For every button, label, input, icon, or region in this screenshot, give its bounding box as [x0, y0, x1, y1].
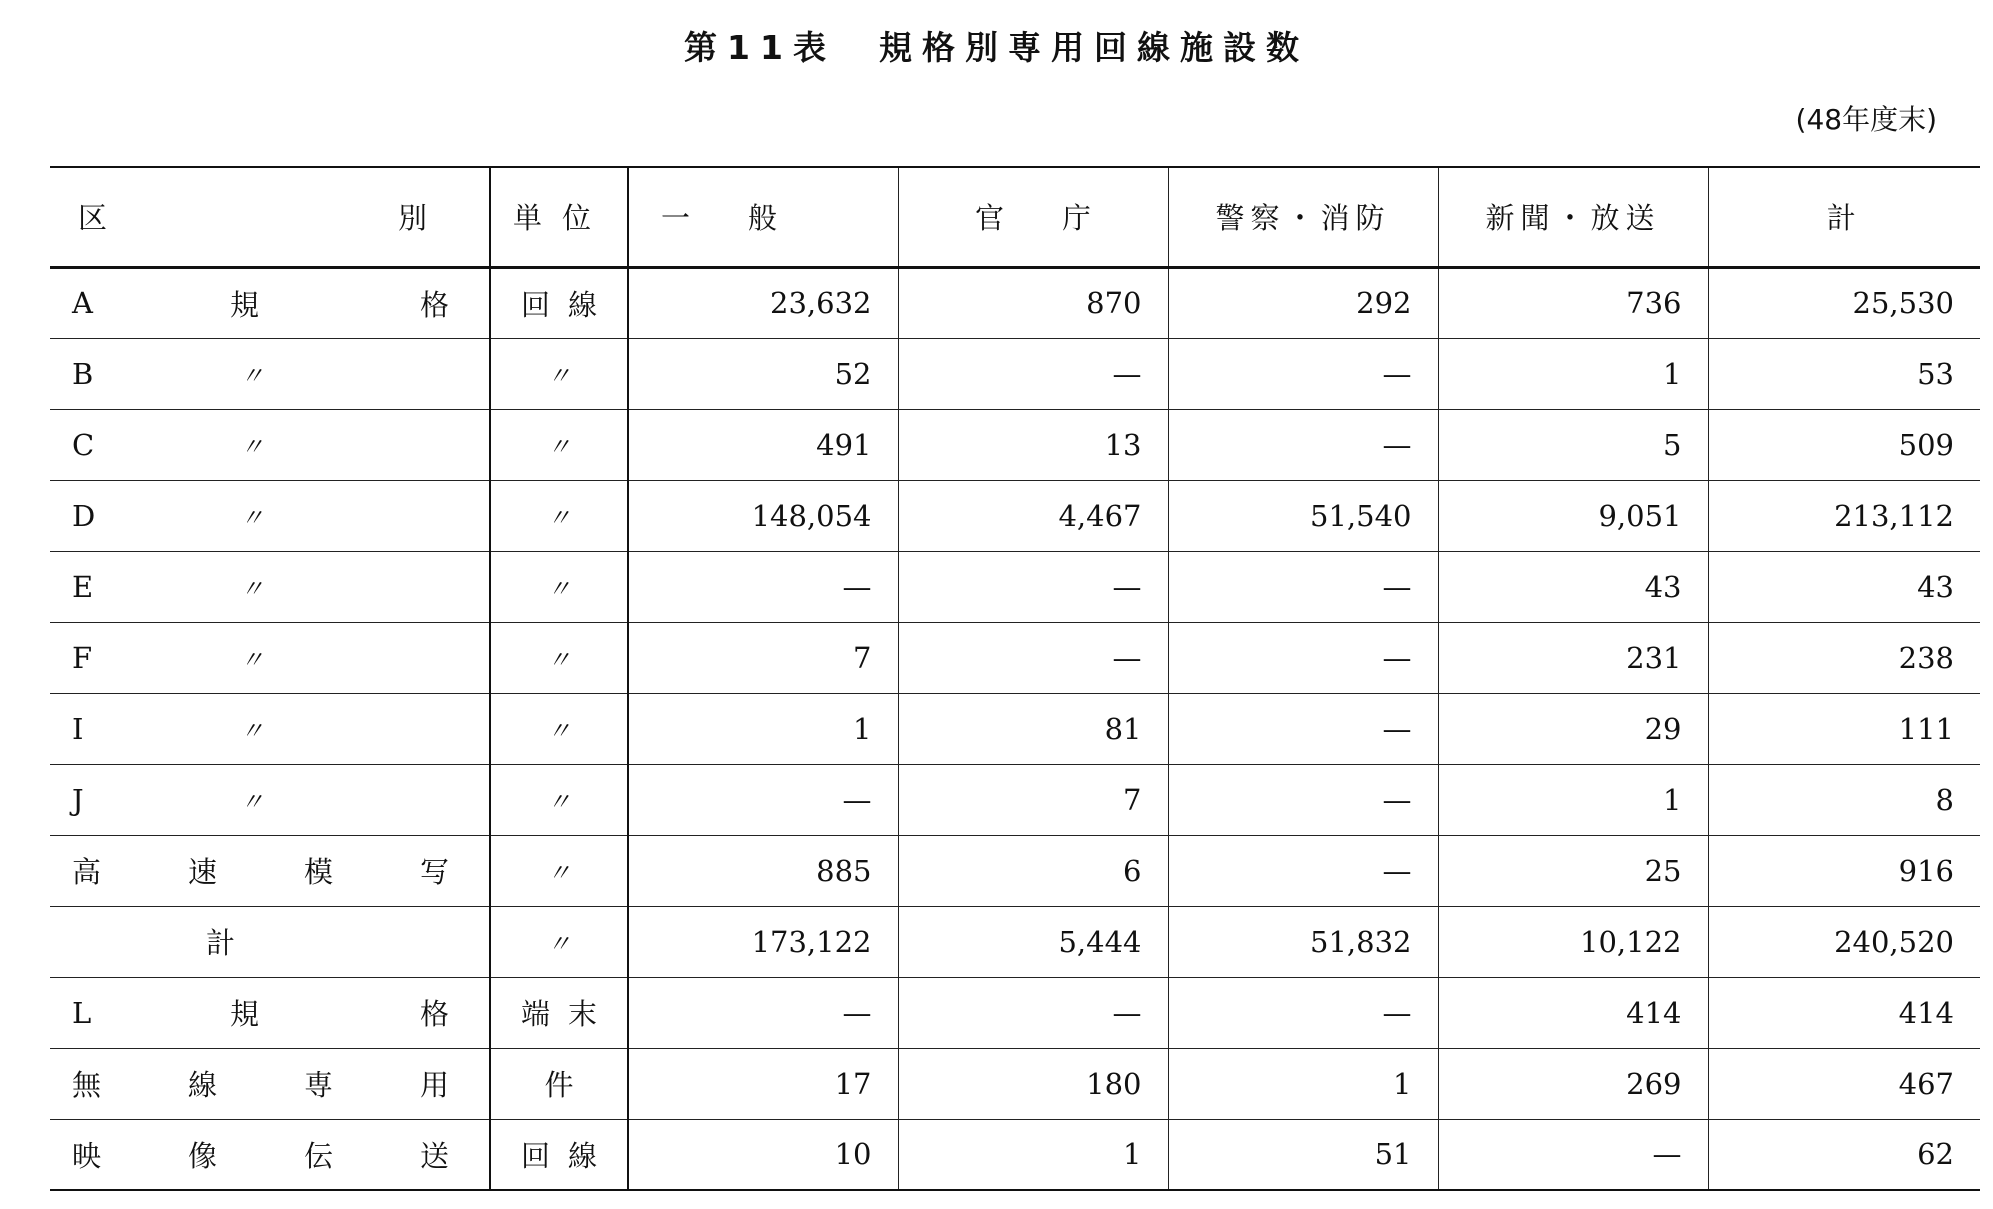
value-cell: 29	[1438, 693, 1708, 764]
spec-letter: A	[72, 286, 93, 320]
unit-cell: 〃	[490, 551, 628, 622]
spec-letter: J	[72, 782, 84, 817]
value-cell: 491	[628, 409, 898, 480]
label-char: 映	[72, 1138, 102, 1173]
value-cell: 885	[628, 835, 898, 906]
total-cell: 8	[1935, 782, 1954, 817]
value-cell: —	[1168, 409, 1438, 480]
total-cell: 240,520	[1834, 924, 1954, 959]
value-cell: 292	[1168, 267, 1438, 338]
spec-letter: C	[72, 427, 95, 462]
row-label	[50, 835, 490, 906]
label-char: 格	[419, 287, 449, 322]
label-char: 無	[72, 1068, 102, 1102]
value-cell: 7	[628, 622, 898, 693]
ditto-mark: 〃	[240, 788, 264, 816]
value-cell: 51,832	[1168, 906, 1438, 977]
header-police-fire: 警察・消防	[1168, 167, 1438, 267]
value-cell: —	[628, 977, 898, 1048]
unit-cell: 〃	[490, 480, 628, 551]
unit-cell: 〃	[490, 906, 628, 977]
value-cell: 52	[628, 338, 898, 409]
header-total: 計	[1826, 201, 1862, 236]
label-char: 伝	[303, 1138, 333, 1173]
value-cell: —	[1168, 338, 1438, 409]
value-cell: —	[898, 551, 1168, 622]
row-label	[50, 409, 490, 480]
value-cell: 269	[1438, 1048, 1708, 1119]
header-unit: 単位	[490, 167, 628, 267]
value-cell: 231	[1438, 622, 1708, 693]
total-cell: 111	[1898, 711, 1954, 746]
table-row	[50, 267, 1980, 338]
value-cell: 13	[898, 409, 1168, 480]
row-label	[50, 338, 490, 409]
label-char: 高	[72, 855, 102, 889]
value-cell: 17	[628, 1048, 898, 1119]
value-cell: —	[628, 764, 898, 835]
value-cell: 173,122	[628, 906, 898, 977]
value-cell: 5,444	[898, 906, 1168, 977]
value-cell: —	[628, 551, 898, 622]
total-cell: 25,530	[1852, 286, 1954, 320]
value-cell: 7	[898, 764, 1168, 835]
table-row	[50, 977, 1980, 1048]
row-label	[50, 551, 490, 622]
value-cell: 25	[1438, 835, 1708, 906]
unit-cell: 〃	[490, 835, 628, 906]
row-label	[50, 1119, 490, 1190]
label-char: 規	[230, 287, 260, 322]
subtotal-row	[50, 906, 1980, 977]
value-cell: —	[1168, 977, 1438, 1048]
ditto-mark: 〃	[240, 575, 264, 603]
row-label	[50, 1048, 490, 1119]
ditto-mark: 〃	[240, 646, 264, 674]
label-char: 用	[419, 1068, 449, 1102]
value-cell: 1	[1168, 1048, 1438, 1119]
table-row	[50, 1119, 1980, 1190]
ditto-mark: 〃	[240, 433, 264, 461]
total-cell: 62	[1917, 1137, 1954, 1172]
value-cell: 51,540	[1168, 480, 1438, 551]
total-cell: 916	[1898, 853, 1954, 888]
table-row	[50, 338, 1980, 409]
value-cell: —	[898, 977, 1168, 1048]
value-cell: —	[1168, 764, 1438, 835]
value-cell: 414	[1438, 977, 1708, 1048]
table-row	[50, 480, 1980, 551]
table-row	[50, 551, 1980, 622]
unit-cell: 件	[490, 1048, 628, 1119]
unit-cell: 〃	[490, 409, 628, 480]
unit-cell: 回線	[490, 267, 628, 338]
ditto-mark: 〃	[240, 504, 264, 532]
header-category-left: 区	[78, 201, 108, 236]
spec-letter: D	[72, 498, 96, 533]
value-cell: 81	[898, 693, 1168, 764]
total-cell: 213,112	[1834, 498, 1954, 533]
header-category	[50, 167, 490, 267]
value-cell: —	[898, 338, 1168, 409]
table-row	[50, 1048, 1980, 1119]
row-label	[50, 622, 490, 693]
total-cell: 509	[1898, 427, 1954, 462]
label-char: 像	[187, 1138, 217, 1173]
value-cell: 51	[1168, 1119, 1438, 1190]
value-cell: 870	[898, 267, 1168, 338]
value-cell: —	[1168, 622, 1438, 693]
header-general	[628, 167, 898, 267]
table-row	[50, 622, 1980, 693]
row-label	[50, 764, 490, 835]
value-cell: 1	[1438, 338, 1708, 409]
table-title: 第11表 規格別専用回線施設数	[684, 28, 1309, 67]
value-cell: 736	[1438, 267, 1708, 338]
label-char: 線	[187, 1068, 217, 1102]
label-char: 専	[303, 1068, 333, 1102]
value-cell: —	[1438, 1119, 1708, 1190]
unit-cell: 〃	[490, 764, 628, 835]
label-char: 規	[230, 997, 260, 1031]
value-cell: 4,467	[898, 480, 1168, 551]
unit-cell: 回線	[490, 1119, 628, 1190]
spec-letter: E	[72, 569, 94, 604]
value-cell: 1	[628, 693, 898, 764]
value-cell: 43	[1438, 551, 1708, 622]
header-category-right: 別	[397, 201, 427, 236]
header-news-broadcast: 新聞・放送	[1438, 167, 1708, 267]
table-row	[50, 693, 1980, 764]
value-cell: 148,054	[628, 480, 898, 551]
total-cell: 414	[1898, 995, 1954, 1030]
total-cell: 43	[1917, 569, 1954, 604]
value-cell: 9,051	[1438, 480, 1708, 551]
subtotal-label: 計	[50, 906, 490, 977]
value-cell: 6	[898, 835, 1168, 906]
header-row	[50, 167, 1980, 267]
header-general-label: 一 般	[661, 201, 778, 236]
header-government-label: 官 庁	[974, 201, 1091, 236]
value-cell: 10	[628, 1119, 898, 1190]
label-char: 模	[303, 855, 333, 889]
unit-cell: 〃	[490, 338, 628, 409]
as-of-note: (48年度末)	[1795, 103, 1937, 136]
row-label	[50, 693, 490, 764]
unit-cell: 〃	[490, 622, 628, 693]
ditto-mark: 〃	[240, 362, 264, 390]
value-cell: 23,632	[628, 267, 898, 338]
value-cell: 1	[898, 1119, 1168, 1190]
total-cell: 53	[1917, 356, 1954, 391]
spec-letter: B	[72, 356, 94, 391]
row-label	[50, 267, 490, 338]
table-row	[50, 409, 1980, 480]
unit-cell: 端末	[490, 977, 628, 1048]
spec-letter: L	[72, 995, 92, 1030]
total-cell: 467	[1898, 1066, 1954, 1101]
value-cell: 1	[1438, 764, 1708, 835]
label-char: 格	[419, 997, 449, 1031]
spec-letter: F	[72, 640, 93, 675]
value-cell: 10,122	[1438, 906, 1708, 977]
header-government	[898, 167, 1168, 267]
table-row	[50, 764, 1980, 835]
label-char: 速	[187, 855, 217, 889]
total-cell: 238	[1898, 640, 1954, 675]
unit-cell: 〃	[490, 693, 628, 764]
label-char: 写	[419, 855, 449, 889]
value-cell: —	[1168, 693, 1438, 764]
value-cell: —	[1168, 835, 1438, 906]
row-label	[50, 977, 490, 1048]
label-char: 送	[419, 1138, 449, 1173]
table-row	[50, 835, 1980, 906]
spec-letter: I	[72, 711, 84, 746]
ditto-mark: 〃	[240, 717, 264, 745]
row-label	[50, 480, 490, 551]
value-cell: 5	[1438, 409, 1708, 480]
value-cell: —	[898, 622, 1168, 693]
value-cell: —	[1168, 551, 1438, 622]
value-cell: 180	[898, 1048, 1168, 1119]
circuit-statistics-table	[50, 166, 1980, 1191]
